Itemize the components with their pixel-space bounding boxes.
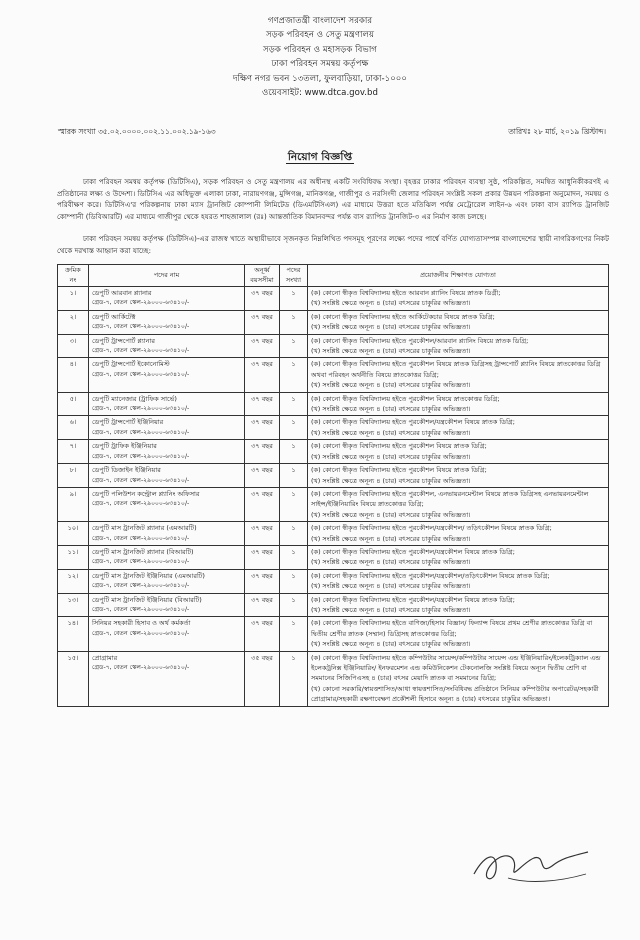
post-name: ডেপুটি মাস ট্রানজিট ইঞ্জিনিয়ার (এমআরটি) [92,571,205,580]
qualification-line: (ক) কোনো স্বীকৃত বিশ্ববিদ্যালয় হইতে পুরকৌশল/যন্ত্রকৌশল/তড়িৎকৌশল বিষয়ে স্নাতক ডিগ্রি; [311,571,550,580]
post-cell [89,593,245,617]
qualification-cell [308,593,609,617]
serial-cell: ৩। [58,334,89,358]
qualification-line: (খ) সংশ্লিষ্ট ক্ষেত্রে অনূন্য ৪ (চার) বৎসরের চাকুরির অভিজ্ঞতা। [311,428,471,437]
table-row [58,440,609,464]
table-row [58,593,609,617]
header-serial: ক্রমিক নং [58,265,89,287]
post-grade: গ্রেড-৭, বেতন স্কেল-২৯০০০-৬৩৪১০/- [92,476,190,484]
post-cell [89,487,245,521]
table-row [58,617,609,651]
count-cell: ১ [280,593,308,617]
qualification-line: (খ) সংশ্লিষ্ট ক্ষেত্রে অনূন্য ৪ (চার) বৎসরের চাকুরির অভিজ্ঞতা। [311,558,471,567]
letterhead-line-2: সড়ক পরিবহন ও সেতু মন্ত্রণালয় [265,30,375,41]
post-cell [89,287,245,311]
serial-cell: ৪। [58,358,89,392]
qualification-cell [308,487,609,521]
qualification-cell [308,334,609,358]
qualification-line: (খ) সংশ্লিষ্ট ক্ষেত্রে অনূন্য ৪ (চার) বৎসরের চাকুরির অভিজ্ঞতা। [311,640,471,649]
qualification-line: (খ) কোনো সরকারি/স্বায়ত্তশাসিত/আধা স্বায়ত্তশাসিত/সংবিধিবদ্ধ প্রতিষ্ঠানে সিনিয়র কম্পিউটার অপারেটর/সহকারী প্রোগ্রামার/সহকারী রক্ষণাবেক্ষণ প্রকৌশলী হিসাবে অনূন্য ৪ (চার) বৎসরের চাকুরির অভিজ্ঞতা। [311,684,599,704]
qualification-cell [308,617,609,651]
serial-cell: ৭। [58,440,89,464]
notice-title-text: নিয়োগ বিজ্ঞপ্তি [287,151,353,163]
memo-number: স্মারক সংখ্যা ৩৫.০২.০০০০.০০২.১১.০০২.১৯-১৬৩ [58,127,216,136]
count-cell: ১ [280,617,308,651]
age-cell: ৩৭ বছর [245,593,280,617]
post-cell [89,569,245,593]
qualification-cell [308,440,609,464]
table-row [58,416,609,440]
post-name: ডেপুটি ট্রান্সপোর্ট ইঞ্জিনিয়ার [92,418,164,427]
post-cell [89,334,245,358]
age-cell: ৩৭ বছর [245,522,280,546]
qualification-line: (খ) সংশ্লিষ্ট ক্ষেত্রে অনূন্য ৪ (চার) বৎসরের চাকুরির অভিজ্ঞতা। [311,299,471,308]
qualification-cell [308,287,609,311]
qualification-line: (ক) কোনো স্বীকৃত বিশ্ববিদ্যালয় হইতে পুরকৌশল বিষয়ে স্নাতক ডিগ্রিসহ ট্রান্সপোর্ট প্ল্যানিং বিষয়ে স্নাতকোত্তর ডিগ্রি অথবা পরিবহন অর্থনীতি বিষয়ে স্নাতকোত্তর ডিগ্রি; [311,360,601,379]
age-cell: ৩৭ বছর [245,358,280,392]
age-cell: ৩৭ বছর [245,440,280,464]
post-cell [89,310,245,334]
signature [468,844,598,892]
qualification-cell [308,651,609,706]
post-name: প্রোগ্রামার [92,653,118,662]
letterhead-line-4: ঢাকা পরিবহন সমন্বয় কর্তৃপক্ষ [271,59,369,70]
qualification-line: (ক) কোনো স্বীকৃত বিশ্ববিদ্যালয় হইতে আর্কিটেকচার বিষয়ে স্নাতক ডিগ্রি; [311,312,495,321]
post-cell [89,440,245,464]
count-cell: ১ [280,569,308,593]
post-name: ডেপুটি মাস ট্রানজিট প্ল্যানার (এমআরটি) [92,524,197,533]
table-row [58,487,609,521]
letterhead-website: ওয়েবসাইট: www.dtca.gov.bd [262,88,378,99]
header-age: অনূর্ধ্ব বয়সসীমা [245,265,280,287]
qualification-cell [308,310,609,334]
letterhead-line-5: দক্ষিণ নগর ভবন ১৩তলা, ফুলবাড়িয়া, ঢাকা-১০০০ [233,73,407,84]
qualification-line: (খ) সংশ্লিষ্ট ক্ষেত্রে অনূন্য ৪ (চার) বৎসরের চাকুরির অভিজ্ঞতা। [311,582,471,591]
count-cell: ১ [280,310,308,334]
post-grade: গ্রেড-৭, বেতন স্কেল-২৯০০০-৬৩৪১০/- [92,629,190,637]
post-grade: গ্রেড-৭, বেতন স্কেল-২৯০০০-৬৩৪১০/- [92,452,190,460]
post-name: ডেপুটি মাস ট্রানজিট ইঞ্জিনিয়ার (বিআরটি) [92,595,202,604]
count-cell: ১ [280,334,308,358]
qualification-line: (ক) কোনো স্বীকৃত বিশ্ববিদ্যালয় হইতে পুরকৌশল/যন্ত্রকৌশল/ তড়িৎকৌশল বিষয়ে স্নাতক ডিগ্রি; [311,524,552,533]
serial-cell: ১৪। [58,617,89,651]
count-cell: ১ [280,487,308,521]
serial-cell: ১। [58,287,89,311]
letterhead-line-1: গণপ্রজাতন্ত্রী বাংলাদেশ সরকার [267,16,373,26]
letterhead-line-3: সড়ক পরিবহন ও মহাসড়ক বিভাগ [263,44,377,55]
count-cell: ১ [280,464,308,488]
post-grade: গ্রেড-৭, বেতন স্কেল-২৯০০০-৬৩৪১০/- [92,582,190,590]
post-name: ডেপুটি ট্রাফিক ইঞ্জিনিয়ার [92,442,157,451]
post-grade: গ্রেড-৭, বেতন স্কেল-২৯০০০-৬৩৪১০/- [92,323,190,331]
post-cell [89,651,245,706]
serial-cell: ৯। [58,487,89,521]
age-cell: ৩৭ বছর [245,416,280,440]
count-cell: ১ [280,392,308,416]
post-grade: গ্রেড-৭, বেতন স্কেল-২৯০০০-৬৩৪১০/- [92,428,190,436]
serial-cell: ১০। [58,522,89,546]
post-cell [89,392,245,416]
letterhead [0,14,640,100]
qualification-line: (ক) কোনো স্বীকৃত বিশ্ববিদ্যালয় হইতে পুরকৌশল, এনভায়রনমেন্টাল বিষয়ে স্নাতক ডিগ্রিসহ এনভায়রনমেন্টাল সাইন্স/ইঞ্জিনিয়ারিং বিষয়ে স্নাতকোত্তর ডিগ্রি; [311,489,589,509]
table-header-row [58,265,609,287]
table-row [58,569,609,593]
age-cell: ৩৫ বছর [245,651,280,706]
notice-title [0,150,640,167]
count-cell: ১ [280,522,308,546]
age-cell: ৩৭ বছর [245,334,280,358]
intro-paragraph: ঢাকা পরিবহন সমন্বয় কর্তৃপক্ষ (ডিটিসিএ), সড়ক পরিবহন ও সেতু মন্ত্রণালয় এর অধীনস্থ একটি সংবিধিবদ্ধ সংস্থা। বৃহত্তর ঢাকার পরিবহন ব্যবস্থা সুষ্ঠ, পরিকল্পিত, সমন্বিত আধুনিকীকরণই এ প্রতিষ্ঠানের লক্ষ্য ও উদ্দেশ্য। ডিটিসিএ এর অধিভুক্ত এলাকা ঢাকা, নারায়ণগঞ্জ, মুন্সিগঞ্জ, মানিকগঞ্জ, গাজীপুর ও নরসিংদী জেলার পরিবহন সংশ্লিষ্ট সকল প্রকার উন্নয়ন পরিকল্পনা অনুমোদন, সমন্বয় ও পরিবীক্ষণ করে। ডিটিসিএ'র পরিকল্পনায় ঢাকা ম্যাস ট্রানজিট কোম্পানী লিমিটেড (ডিএমটিসিএল) এর মাধ্যমে উত্তরা হতে মতিঝিল পর্যন্ত মেট্রোরেল লাইন-৬ এবং ঢাকা বাস র‍্যাপিড ট্রানজিট কোম্পানী (ডিবিআরটি) এর মাধ্যমে গাজীপুর থেকে হযরত শাহজালাল (রঃ) আন্তর্জাতিক বিমানবন্দর পর্যন্ত বাস র‍্যাপিড ট্রানজিট-৩ এর নির্মাণ কাজ চলছে। [57,177,609,221]
age-cell: ৩৭ বছর [245,569,280,593]
age-cell: ৩৭ বছর [245,487,280,521]
serial-cell: ১১। [58,545,89,569]
post-cell [89,358,245,392]
age-cell: ৩৭ বছর [245,617,280,651]
post-cell [89,416,245,440]
post-name: ডেপুটি আরবান প্ল্যানার [92,289,152,297]
serial-cell: ২। [58,310,89,334]
qualification-line: (খ) সংশ্লিষ্ট ক্ষেত্রে অনূন্য ৪ (চার) বৎসরের চাকুরির অভিজ্ঞতা। [311,452,471,461]
post-grade: গ্রেড-৭, বেতন স্কেল-২৯০০০-৬৩৪১০/- [92,299,190,307]
vacancy-table [57,264,609,707]
count-cell: ১ [280,358,308,392]
age-cell: ৩৭ বছর [245,392,280,416]
qualification-cell [308,358,609,392]
post-name: ডেপুটি পলিউশন কন্ট্রোল প্ল্যানিং অফিসার [92,489,200,498]
serial-cell: ১২। [58,569,89,593]
count-cell: ১ [280,440,308,464]
serial-cell: ৮। [58,464,89,488]
table-row [58,651,609,706]
post-name: ডেপুটি আর্কিটেক্ট [92,312,136,321]
qualification-line: (খ) সংশ্লিষ্ট ক্ষেত্রে অনূন্য ৪ (চার) বৎসরের চাকুরির অভিজ্ঞতা। [311,405,471,414]
serial-cell: ১৩। [58,593,89,617]
post-cell [89,617,245,651]
post-name: ডেপুটি ট্রান্সপোর্ট ইকোনোমিস্ট [92,360,170,369]
qualification-line: (খ) সংশ্লিষ্ট ক্ষেত্রে অনূন্য ৪ (চার) বৎসরের চাকুরির অভিজ্ঞতা। [311,605,471,614]
header-count: পদের সংখ্যা [280,265,308,287]
post-grade: গ্রেড-৭, বেতন স্কেল-২৯০০০-৬৩৪১০/- [92,347,190,355]
qualification-cell [308,464,609,488]
post-name: সিনিয়র সহকারী হিসাব ও অর্থ কর্মকর্তা [92,619,191,628]
post-grade: গ্রেড-৭, বেতন স্কেল-২৯০০০-৬৩৪১০/- [92,500,190,508]
post-grade: গ্রেড-৭, বেতন স্কেল-২৯০০০-৬৩৪১০/- [92,558,190,566]
serial-cell: ৬। [58,416,89,440]
qualification-cell [308,569,609,593]
post-name: ডেপুটি মাস ট্রানজিট প্ল্যানার (বিআরটি) [92,547,194,556]
table-row [58,392,609,416]
qualification-cell [308,545,609,569]
age-cell: ৩৭ বছর [245,310,280,334]
qualification-line: (ক) কোনো স্বীকৃত বিশ্ববিদ্যালয় হইতে কম্পিউটার সায়েন্স/কম্পিউটার সায়েন্স এন্ড ইঞ্জিনিয়ারিং/ইলেকট্রিক্যাল এন্ড ইলেকট্রনিক্স ইঞ্জিনিয়ারিং/ ইনফরমেশন এন্ড কমিউনিকেশন টেকনোলজি সংশ্লিষ্ট বিষয়ে অন্যূন দ্বিতীয় শ্রেণি বা সমমানের সিজিপিএসহ ৪ (চার) বৎসর মেয়াদি স্নাতক বা সমমানের ডিগ্রি; [311,653,601,683]
post-grade: গ্রেড-৭, বেতন স্কেল-২৯০০০-৬৩৪১০/- [92,370,190,378]
serial-cell: ৫। [58,392,89,416]
post-name: ডেপুটি ম্যানেজার (ট্রাফিক সার্ভে) [92,394,177,403]
header-qualification: প্রয়োজনীয় শিক্ষাগত যোগ্যতা [308,265,609,287]
post-grade: গ্রেড-৭, বেতন স্কেল-২৯০০০-৬৩৪১০/- [92,664,190,671]
qualification-line: (খ) সংশ্লিষ্ট ক্ষেত্রে অনূন্য ৪ (চার) বৎসরের চাকুরির অভিজ্ঞতা। [311,347,471,356]
table-row [58,545,609,569]
qualification-line: (ক) কোনো স্বীকৃত বিশ্ববিদ্যালয় হইতে পুরকৌশল/আরবান প্ল্যানিং বিষয়ে স্নাতক ডিগ্রি; [311,336,529,345]
qualification-line: (খ) সংশ্লিষ্ট ক্ষেত্রে অনূন্য ৪ (চার) বৎসরের চাকুরির অভিজ্ঞতা। [311,323,471,332]
signature-scribble-icon [468,844,598,888]
post-cell [89,464,245,488]
qualification-line: (খ) সংশ্লিষ্ট ক্ষেত্রে অনূন্য ৪ (চার) বৎসরের চাকুরির অভিজ্ঞতা। [311,381,471,390]
table-body [58,287,609,707]
call-paragraph: ঢাকা পরিবহন সমন্বয় কর্তৃপক্ষ (ডিটিসিএ)-এর রাজস্ব খাতে অস্থায়ীভাবে সৃজনকৃত নিম্নলিখিত পদসমূহ পূরণের লক্ষ্যে পদের পার্শ্বে বর্ণিত যোগ্যতাসম্পন্ন বাংলাদেশের স্থায়ী নাগরিকগণের নিকট থেকে দরখাস্ত আহ্বান করা যাচ্ছে: [57,234,609,255]
post-cell [89,522,245,546]
age-cell: ৩৭ বছর [245,545,280,569]
qualification-line: (খ) সংশ্লিষ্ট ক্ষেত্রে অনূন্য ৪ (চার) বৎসরের চাকুরির অভিজ্ঞতা। [311,534,471,543]
post-name: ডেপুটি ট্রান্সপোর্ট প্ল্যানার [92,336,155,345]
table-row [58,464,609,488]
header-post: পদের নাম [89,265,245,287]
qualification-line: (ক) কোনো স্বীকৃত বিশ্ববিদ্যালয় হইতে পুরকৌশল বিষয়ে স্নাতক ডিগ্রি; [311,466,487,475]
qualification-line: (খ) সংশ্লিষ্ট ক্ষেত্রে অনূন্য ৪ (চার) বৎসরের চাকুরির অভিজ্ঞতা। [311,510,471,519]
qualification-line: (ক) কোনো স্বীকৃত বিশ্ববিদ্যালয় হইতে পুরকৌশল বিষয়ে স্নাতকোত্তর ডিগ্রি; [311,394,500,403]
qualification-line: (ক) কোনো স্বীকৃত বিশ্ববিদ্যালয় হইতে আরবান প্ল্যানিং বিষয়ে স্নাতক ডিগ্রী; [311,289,501,297]
qualification-line: (ক) কোনো স্বীকৃত বিশ্ববিদ্যালয় হইতে পুরকৌশল/যন্ত্রকৌশল বিষয়ে স্নাতক ডিগ্রি; [311,547,515,556]
qualification-cell [308,416,609,440]
table-row [58,310,609,334]
age-cell: ৩৭ বছর [245,464,280,488]
post-grade: গ্রেড-৭, বেতন স্কেল-২৯০০০-৬৩৪১০/- [92,405,190,413]
table-row [58,334,609,358]
count-cell: ১ [280,287,308,311]
table-row [58,358,609,392]
age-cell: ৩৭ বছর [245,287,280,311]
table-row [58,287,609,311]
count-cell: ১ [280,651,308,706]
post-name: ডেপুটি ডিজাইন ইঞ্জিনিয়ার [92,466,161,475]
post-grade: গ্রেড-৭, বেতন স্কেল-২৯০০০-৬৩৪১০/- [92,605,190,613]
qualification-cell [308,392,609,416]
qualification-line: (ক) কোনো স্বীকৃত বিশ্ববিদ্যালয় হইতে বাণিজ্য/হিসাব বিজ্ঞান/ ফিন্যান্স বিষয়ে প্রথম শ্রেণীর স্নাতকোত্তর ডিগ্রি বা দ্বিতীয় শ্রেণীর স্নাতক (সম্মান) ডিগ্রিসহ স্নাতকোত্তর ডিগ্রি; [311,619,593,638]
qualification-line: (খ) সংশ্লিষ্ট ক্ষেত্রে অনূন্য ৪ (চার) বৎসরের চাকুরির অভিজ্ঞতা। [311,476,471,485]
post-grade: গ্রেড-৭, বেতন স্কেল-২৯০০০-৬৩৪১০/- [92,534,190,542]
qualification-line: (ক) কোনো স্বীকৃত বিশ্ববিদ্যালয় হইতে পুরকৌশল/যন্ত্রকৌশল বিষয়ে স্নাতক ডিগ্রি; [311,418,515,427]
qualification-cell [308,522,609,546]
count-cell: ১ [280,545,308,569]
qualification-line: (ক) কোনো স্বীকৃত বিশ্ববিদ্যালয় হইতে পুরকৌশল/যন্ত্রকৌশল বিষয়ে স্নাতক ডিগ্রি; [311,595,515,604]
table-row [58,522,609,546]
count-cell: ১ [280,416,308,440]
qualification-line: (ক) কোনো স্বীকৃত বিশ্ববিদ্যালয় হইতে পুরকৌশল বিষয়ে স্নাতক ডিগ্রি; [311,442,487,451]
serial-cell: ১৫। [58,651,89,706]
post-cell [89,545,245,569]
issue-date: তারিখঃ ২৮ মার্চ, ২০১৯ খ্রিস্টাব্দ। [508,127,606,136]
